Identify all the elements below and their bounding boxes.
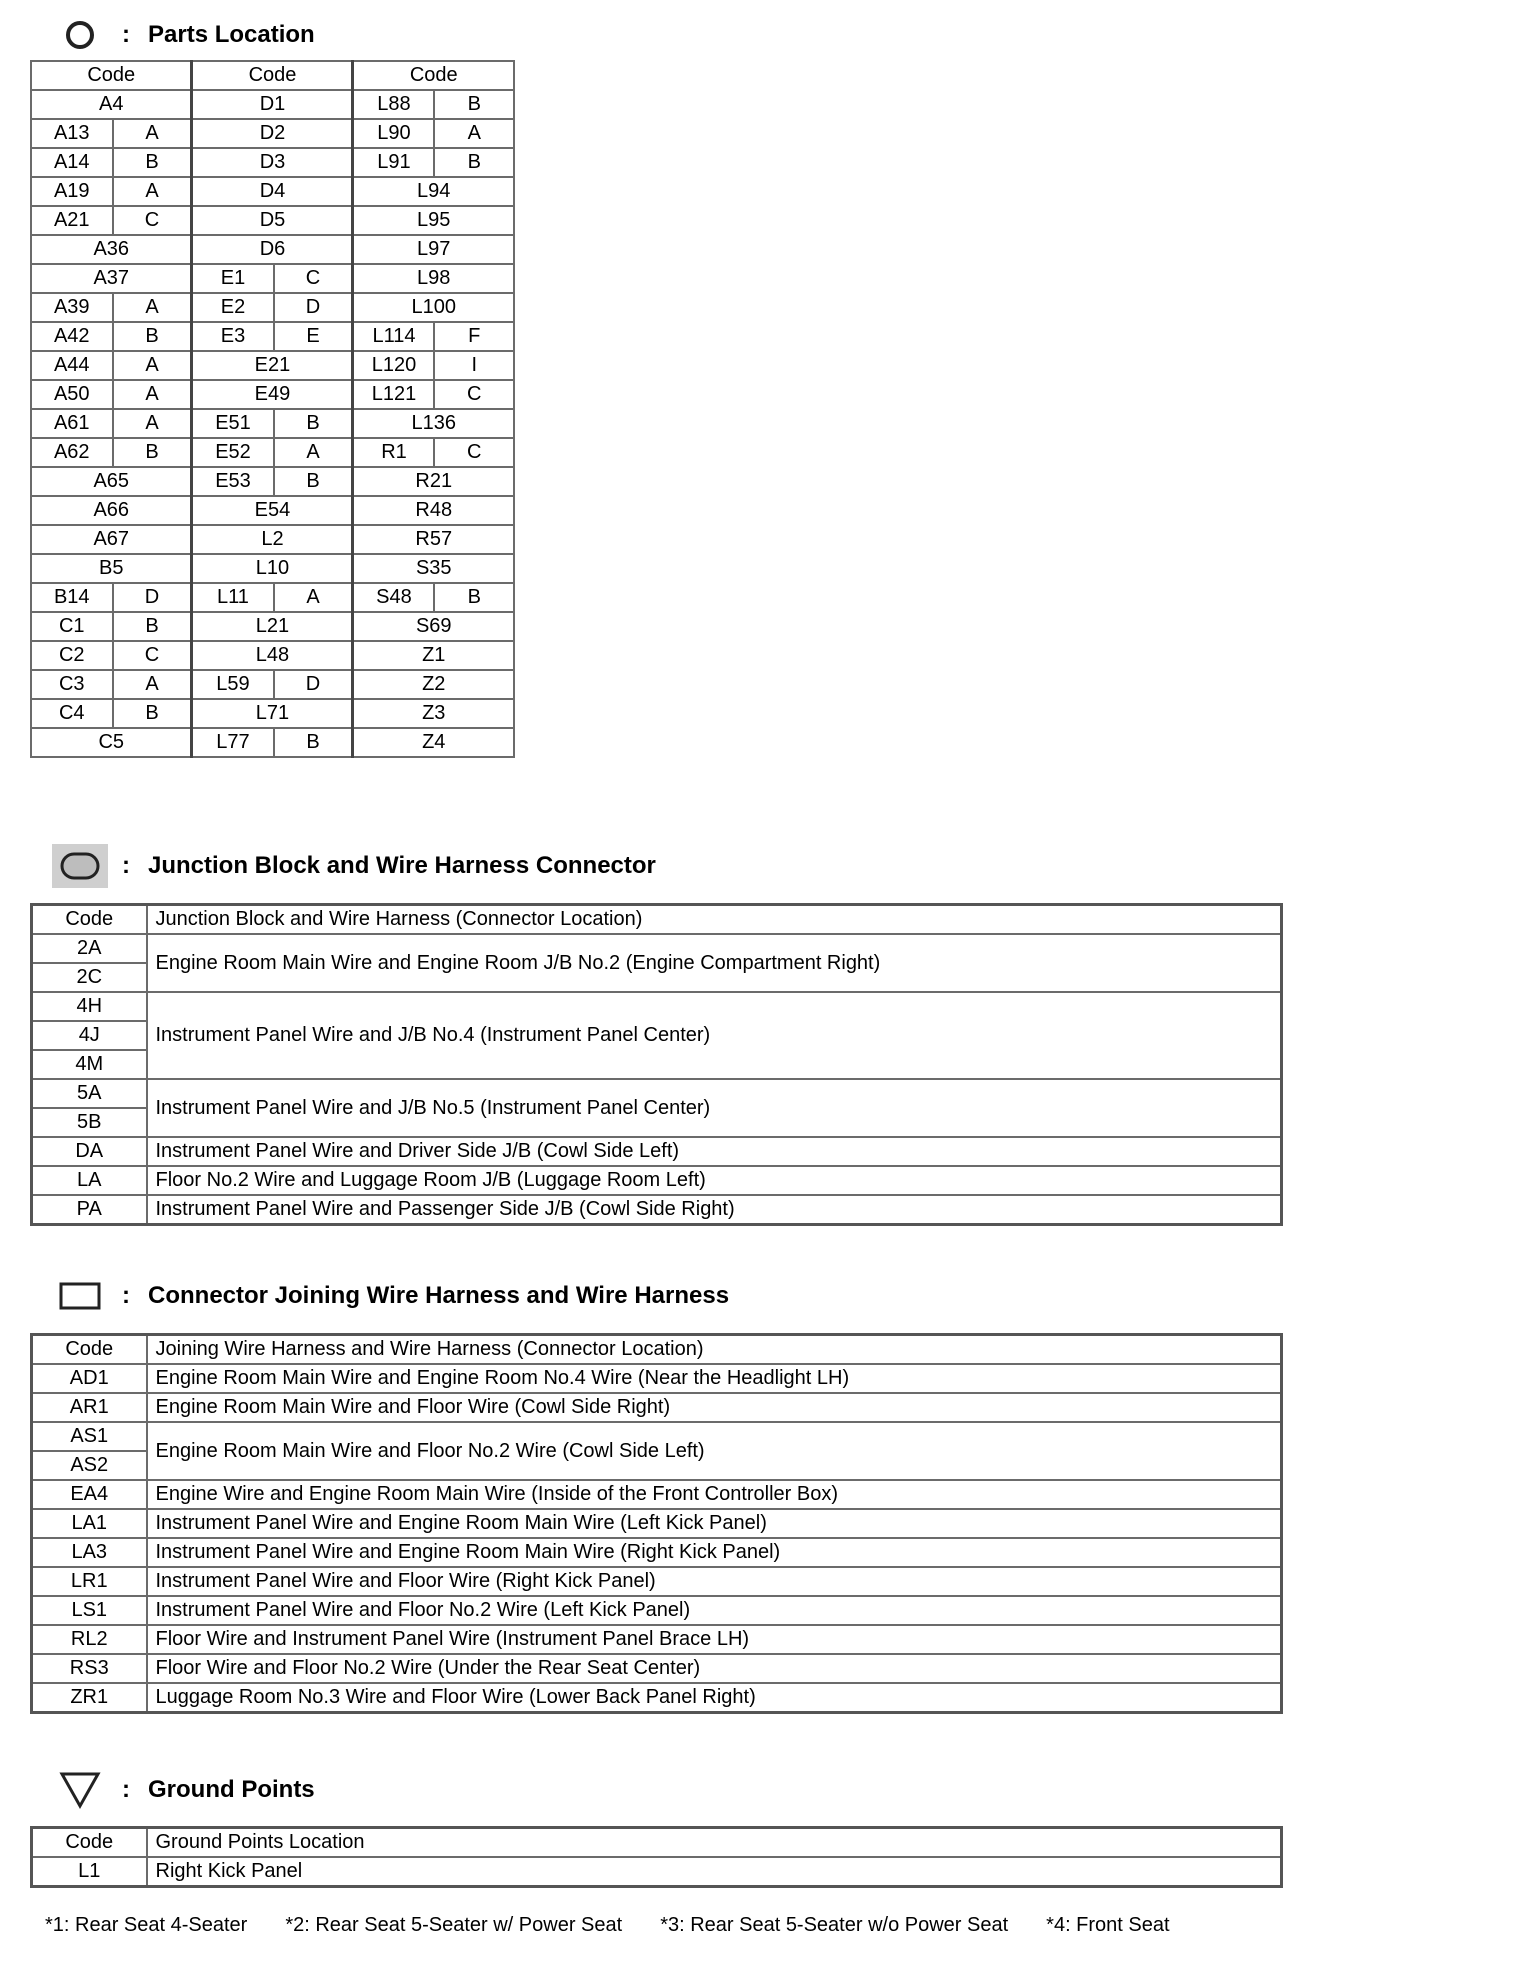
location-letter: A xyxy=(113,177,192,206)
location-letter: C xyxy=(113,641,192,670)
table-row xyxy=(31,119,514,148)
location-letter: A xyxy=(113,119,192,148)
column-header: Code xyxy=(32,1335,147,1365)
shaded-rounded-rect-icon xyxy=(50,846,110,886)
location-description: Floor Wire and Floor No.2 Wire (Under the Rear Seat Center) xyxy=(147,1654,1282,1683)
part-code: Z3 xyxy=(353,699,514,728)
location-description: Floor Wire and Instrument Panel Wire (Instrument Panel Brace LH) xyxy=(147,1625,1282,1654)
table-row xyxy=(31,496,514,525)
location-letter: B xyxy=(434,90,514,119)
location-letter: A xyxy=(113,380,192,409)
connector-code: 5A xyxy=(32,1079,147,1108)
location-description: Instrument Panel Wire and Passenger Side J/B (Cowl Side Right) xyxy=(147,1195,1282,1225)
parts-location-table xyxy=(30,60,515,758)
circle-icon xyxy=(50,15,110,55)
table-row xyxy=(32,1079,1282,1108)
table-row xyxy=(31,583,514,612)
table-row xyxy=(32,1857,1282,1887)
connector-code: 4M xyxy=(32,1050,147,1079)
junction-table xyxy=(30,903,1283,1226)
connector-code: AD1 xyxy=(32,1364,147,1393)
location-letter: B xyxy=(113,322,192,351)
heading-colon: : xyxy=(122,852,130,879)
part-code: L21 xyxy=(192,612,353,641)
table-row xyxy=(31,641,514,670)
table-row xyxy=(32,934,1282,963)
part-code: D2 xyxy=(192,119,353,148)
table-row xyxy=(32,1195,1282,1225)
location-letter: A xyxy=(113,293,192,322)
part-code: L90 xyxy=(353,119,435,148)
table-row xyxy=(31,235,514,264)
part-code: R1 xyxy=(353,438,435,467)
column-header: Ground Points Location xyxy=(147,1828,1282,1858)
location-letter: C xyxy=(434,380,514,409)
location-letter: B xyxy=(274,728,353,757)
location-letter: A xyxy=(274,583,353,612)
connector-code: LS1 xyxy=(32,1596,147,1625)
table-row xyxy=(31,525,514,554)
location-description: Floor No.2 Wire and Luggage Room J/B (Luggage Room Left) xyxy=(147,1166,1282,1195)
part-code: L121 xyxy=(353,380,435,409)
part-code: S48 xyxy=(353,583,435,612)
part-code: Z1 xyxy=(353,641,514,670)
connector-code: LA xyxy=(32,1166,147,1195)
part-code: A50 xyxy=(31,380,113,409)
location-letter: I xyxy=(434,351,514,380)
part-code: C1 xyxy=(31,612,113,641)
section-title: Junction Block and Wire Harness Connector xyxy=(148,852,656,879)
footnote: *3: Rear Seat 5-Seater w/o Power Seat xyxy=(660,1914,1009,1936)
part-code: E52 xyxy=(192,438,274,467)
heading-colon: : xyxy=(122,1282,130,1309)
section-title: Parts Location xyxy=(148,21,315,48)
location-letter: F xyxy=(434,322,514,351)
location-description: Instrument Panel Wire and Driver Side J/B (Cowl Side Left) xyxy=(147,1137,1282,1166)
table-row xyxy=(31,90,514,119)
table-row xyxy=(32,1393,1282,1422)
part-code: A65 xyxy=(31,467,192,496)
connector-code: 2A xyxy=(32,934,147,963)
table-row xyxy=(32,1625,1282,1654)
connector-code: ZR1 xyxy=(32,1683,147,1713)
table-row xyxy=(32,1509,1282,1538)
table-row xyxy=(31,554,514,583)
part-code: A62 xyxy=(31,438,113,467)
location-description: Instrument Panel Wire and J/B No.4 (Instrument Panel Center) xyxy=(147,992,1282,1079)
location-description: Instrument Panel Wire and Floor Wire (Right Kick Panel) xyxy=(147,1567,1282,1596)
parts-location-heading xyxy=(50,15,315,55)
part-code: A42 xyxy=(31,322,113,351)
part-code: A4 xyxy=(31,90,192,119)
part-code: E51 xyxy=(192,409,274,438)
part-code: L10 xyxy=(192,554,353,583)
part-code: L100 xyxy=(353,293,514,322)
connector-code: LA1 xyxy=(32,1509,147,1538)
part-code: C5 xyxy=(31,728,192,757)
location-letter: C xyxy=(434,438,514,467)
location-letter: E xyxy=(274,322,353,351)
location-letter: D xyxy=(113,583,192,612)
part-code: S69 xyxy=(353,612,514,641)
part-code: Z2 xyxy=(353,670,514,699)
location-description: Engine Room Main Wire and Engine Room J/B No.2 (Engine Compartment Right) xyxy=(147,934,1282,992)
ground-heading xyxy=(50,1770,315,1810)
rectangle-icon xyxy=(50,1276,110,1316)
connector-code: RS3 xyxy=(32,1654,147,1683)
table-row xyxy=(32,1538,1282,1567)
table-row xyxy=(31,670,514,699)
location-letter: A xyxy=(113,670,192,699)
table-row xyxy=(32,1137,1282,1166)
column-header: Junction Block and Wire Harness (Connector Location) xyxy=(147,905,1282,935)
table-row xyxy=(31,438,514,467)
part-code: L120 xyxy=(353,351,435,380)
connector-code: RL2 xyxy=(32,1625,147,1654)
part-code: L71 xyxy=(192,699,353,728)
connector-code: EA4 xyxy=(32,1480,147,1509)
column-header: Joining Wire Harness and Wire Harness (Connector Location) xyxy=(147,1335,1282,1365)
column-header: Code xyxy=(192,61,353,90)
part-code: E1 xyxy=(192,264,274,293)
part-code: L98 xyxy=(353,264,514,293)
table-row xyxy=(31,612,514,641)
section-title: Ground Points xyxy=(148,1776,315,1803)
part-code: E53 xyxy=(192,467,274,496)
location-description: Engine Wire and Engine Room Main Wire (Inside of the Front Controller Box) xyxy=(147,1480,1282,1509)
connector-code: 4H xyxy=(32,992,147,1021)
part-code: C2 xyxy=(31,641,113,670)
table-row xyxy=(32,1654,1282,1683)
location-letter: A xyxy=(113,351,192,380)
table-row xyxy=(31,699,514,728)
table-row xyxy=(32,1422,1282,1451)
part-code: D4 xyxy=(192,177,353,206)
part-code: C3 xyxy=(31,670,113,699)
part-code: A21 xyxy=(31,206,113,235)
location-description: Engine Room Main Wire and Engine Room No.4 Wire (Near the Headlight LH) xyxy=(147,1364,1282,1393)
part-code: L59 xyxy=(192,670,274,699)
location-description: Engine Room Main Wire and Floor No.2 Wire (Cowl Side Left) xyxy=(147,1422,1282,1480)
footnote: *2: Rear Seat 5-Seater w/ Power Seat xyxy=(285,1914,623,1936)
location-description: Right Kick Panel xyxy=(147,1857,1282,1887)
joining-heading xyxy=(50,1276,729,1316)
table-row xyxy=(31,148,514,177)
location-description: Instrument Panel Wire and Floor No.2 Wire (Left Kick Panel) xyxy=(147,1596,1282,1625)
part-code: L91 xyxy=(353,148,435,177)
location-letter: B xyxy=(434,148,514,177)
table-header-row xyxy=(32,1335,1282,1365)
column-header: Code xyxy=(353,61,514,90)
table-row xyxy=(31,380,514,409)
part-code: A67 xyxy=(31,525,192,554)
connector-code: AS2 xyxy=(32,1451,147,1480)
location-letter: D xyxy=(274,293,353,322)
part-code: A61 xyxy=(31,409,113,438)
table-row xyxy=(32,1480,1282,1509)
part-code: E49 xyxy=(192,380,353,409)
location-description: Luggage Room No.3 Wire and Floor Wire (Lower Back Panel Right) xyxy=(147,1683,1282,1713)
column-header: Code xyxy=(32,905,147,935)
footnote: *4: Front Seat xyxy=(1046,1914,1170,1936)
connector-code: 4J xyxy=(32,1021,147,1050)
part-code: D5 xyxy=(192,206,353,235)
part-code: S35 xyxy=(353,554,514,583)
table-row xyxy=(31,467,514,496)
table-row xyxy=(32,1567,1282,1596)
junction-heading xyxy=(50,846,656,886)
part-code: L136 xyxy=(353,409,514,438)
part-code: R21 xyxy=(353,467,514,496)
location-description: Instrument Panel Wire and Engine Room Main Wire (Right Kick Panel) xyxy=(147,1538,1282,1567)
location-letter: D xyxy=(274,670,353,699)
part-code: D3 xyxy=(192,148,353,177)
part-code: L97 xyxy=(353,235,514,264)
table-header-row xyxy=(32,1828,1282,1858)
connector-code: LR1 xyxy=(32,1567,147,1596)
table-row xyxy=(31,351,514,380)
part-code: R57 xyxy=(353,525,514,554)
column-header: Code xyxy=(32,1828,147,1858)
connector-code: 5B xyxy=(32,1108,147,1137)
part-code: A19 xyxy=(31,177,113,206)
part-code: B5 xyxy=(31,554,192,583)
heading-colon: : xyxy=(122,1776,130,1803)
location-letter: B xyxy=(434,583,514,612)
connector-code: AR1 xyxy=(32,1393,147,1422)
part-code: L114 xyxy=(353,322,435,351)
part-code: L11 xyxy=(192,583,274,612)
table-header-row xyxy=(32,905,1282,935)
location-letter: B xyxy=(274,467,353,496)
joining-table xyxy=(30,1333,1283,1714)
table-row xyxy=(32,992,1282,1021)
location-description: Instrument Panel Wire and J/B No.5 (Instrument Panel Center) xyxy=(147,1079,1282,1137)
part-code: R48 xyxy=(353,496,514,525)
connector-code: PA xyxy=(32,1195,147,1225)
location-letter: B xyxy=(113,612,192,641)
part-code: A66 xyxy=(31,496,192,525)
part-code: E54 xyxy=(192,496,353,525)
part-code: A44 xyxy=(31,351,113,380)
table-row xyxy=(31,728,514,757)
connector-code: AS1 xyxy=(32,1422,147,1451)
table-row xyxy=(32,1364,1282,1393)
part-code: L95 xyxy=(353,206,514,235)
table-row xyxy=(31,177,514,206)
location-letter: A xyxy=(113,409,192,438)
part-code: L88 xyxy=(353,90,435,119)
connector-code: L1 xyxy=(32,1857,147,1887)
part-code: L2 xyxy=(192,525,353,554)
location-letter: B xyxy=(113,699,192,728)
part-code: A36 xyxy=(31,235,192,264)
footnote: *1: Rear Seat 4-Seater xyxy=(45,1914,248,1936)
table-row xyxy=(32,1166,1282,1195)
table-row xyxy=(31,264,514,293)
table-header-row xyxy=(31,61,514,90)
connector-code: LA3 xyxy=(32,1538,147,1567)
section-title: Connector Joining Wire Harness and Wire Harness xyxy=(148,1282,730,1309)
location-letter: B xyxy=(274,409,353,438)
location-description: Instrument Panel Wire and Engine Room Main Wire (Left Kick Panel) xyxy=(147,1509,1282,1538)
location-letter: C xyxy=(113,206,192,235)
column-header: Code xyxy=(31,61,192,90)
table-row xyxy=(32,1683,1282,1713)
table-row xyxy=(31,293,514,322)
part-code: Z4 xyxy=(353,728,514,757)
table-row xyxy=(31,206,514,235)
part-code: D1 xyxy=(192,90,353,119)
part-code: L94 xyxy=(353,177,514,206)
part-code: C4 xyxy=(31,699,113,728)
part-code: A37 xyxy=(31,264,192,293)
connector-code: 2C xyxy=(32,963,147,992)
ground-table xyxy=(30,1826,1283,1888)
footnotes xyxy=(45,1914,1208,1937)
part-code: A14 xyxy=(31,148,113,177)
part-code: E3 xyxy=(192,322,274,351)
triangle-down-icon xyxy=(50,1770,110,1810)
connector-code: DA xyxy=(32,1137,147,1166)
part-code: B14 xyxy=(31,583,113,612)
part-code: L77 xyxy=(192,728,274,757)
location-letter: C xyxy=(274,264,353,293)
part-code: A39 xyxy=(31,293,113,322)
part-code: A13 xyxy=(31,119,113,148)
location-letter: A xyxy=(434,119,514,148)
location-letter: B xyxy=(113,148,192,177)
location-description: Engine Room Main Wire and Floor Wire (Cowl Side Right) xyxy=(147,1393,1282,1422)
location-letter: A xyxy=(274,438,353,467)
table-row xyxy=(31,322,514,351)
part-code: E2 xyxy=(192,293,274,322)
location-letter: B xyxy=(113,438,192,467)
part-code: D6 xyxy=(192,235,353,264)
heading-colon: : xyxy=(122,21,130,48)
part-code: L48 xyxy=(192,641,353,670)
table-row xyxy=(31,409,514,438)
part-code: E21 xyxy=(192,351,353,380)
table-row xyxy=(32,1596,1282,1625)
